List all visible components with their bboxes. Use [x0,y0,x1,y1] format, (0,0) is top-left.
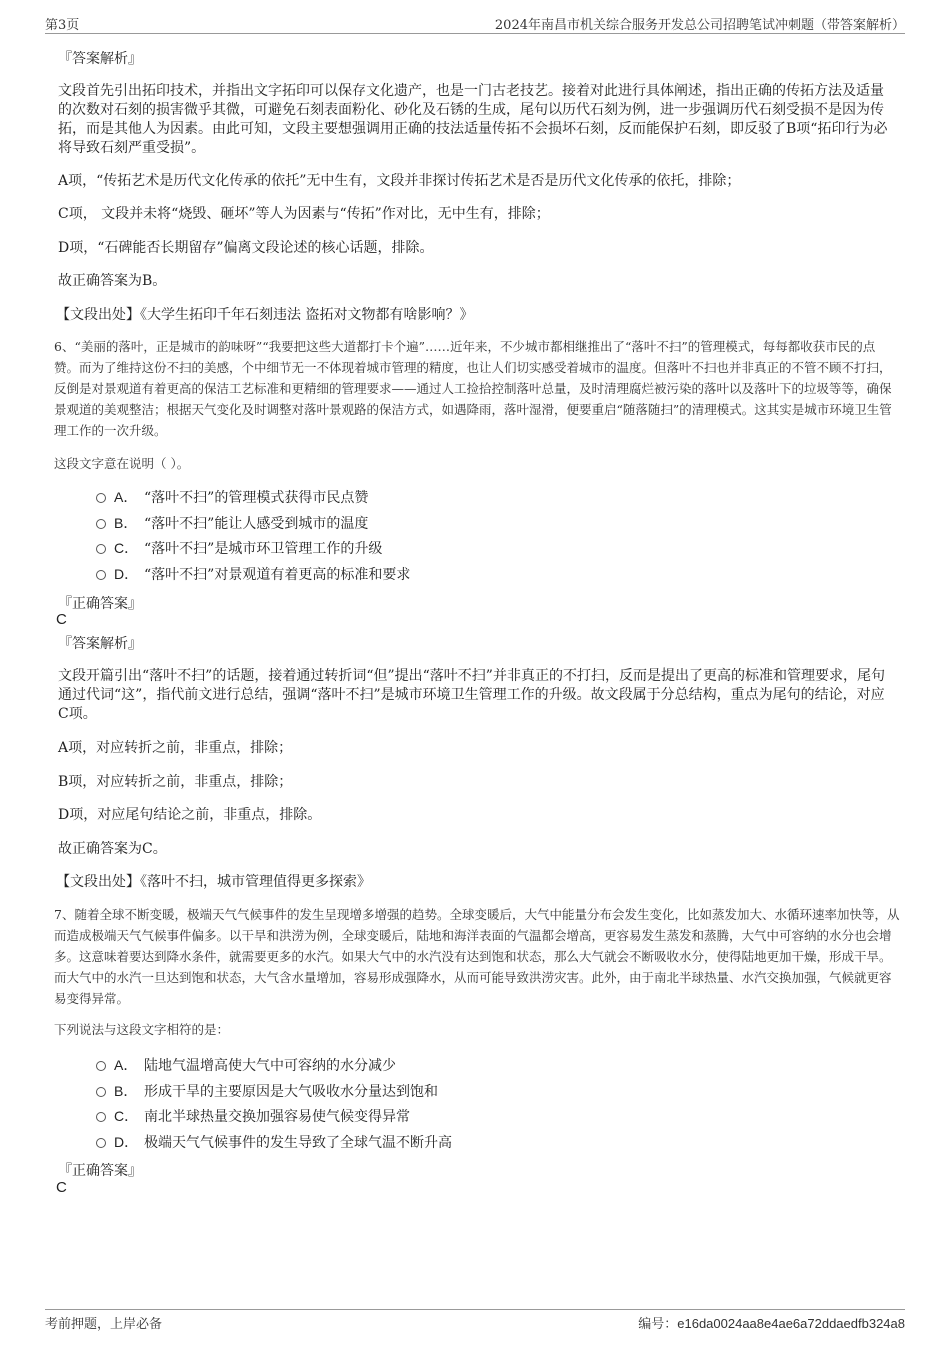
q6-point-d: D项，对应尾句结论之前，非重点，排除。 [58,807,322,823]
radio-icon[interactable] [96,544,106,554]
q7-correct-label: 『正确答案』 [58,1163,142,1179]
q6-analysis-label: 『答案解析』 [58,636,142,652]
document-title: 2024年南昌市机关综合服务开发总公司招聘笔试冲刺题（带答案解析） [494,18,905,33]
option-text: “落叶不扫”对景观道有着更高的标准和要求 [144,567,411,583]
footer-slogan: 考前押题，上岸必备 [45,1317,163,1332]
option-letter: C． [114,540,139,556]
option-letter: D． [114,566,139,582]
q5-analysis-label: 『答案解析』 [58,51,142,67]
option-letter: C． [114,1108,139,1124]
page-header [45,14,905,34]
q6-correct-answer: C [56,611,67,628]
option-letter: B． [114,515,138,531]
option-letter: B． [114,1083,138,1099]
q6-option-d[interactable] [0,563,950,585]
q6-stem: 6、“美丽的落叶，正是城市的韵味呀”“我要把这些大道都打卡个遍”……近年来，不少城市都相继推出了“落叶不扫”的管理模式，每每都收获市民的点赞。而为了维持这份不扫的美感，个中细节无一不体现着城市管理的精度，也让人们切实感受着城市的温度。但落叶不扫也并非真正的不管不顾不打扫，反倒是对景观道有着更高的保洁工艺标准和更精细的管理要求——通过人工捡拾控制落叶总量，及时清理腐烂被污染的落叶以及落叶下的垃圾等等，确保景观道的美观整洁；根据天气变化及时调整对落叶景观路的保洁方式，如遇降雨，落叶湿滑，便要重启“随落随扫”的清理模式。这其实是城市环境卫生管理工作的一次升级。 [54,339,892,438]
page-number: 第3页 [45,18,80,33]
option-text: 南北半球热量交换加强容易使气候变得异常 [144,1109,410,1125]
footer-divider [45,1309,905,1310]
q5-conclusion: 故正确答案为B。 [58,273,167,289]
footer-code [638,1313,905,1332]
option-letter: A． [114,1057,138,1073]
option-text: 形成干旱的主要原因是大气吸收水分量达到饱和 [144,1084,438,1100]
q7-stem: 7、随着全球不断变暖，极端天气气候事件的发生呈现增多增强的趋势。全球变暖后，大气中能量分布会发生变化，比如蒸发加大、水循环速率加快等，从而造成极端天气气候事件偏多。以干旱和洪涝为例，全球变暖后，陆地和海洋表面的气温都会增高，更容易发生蒸发和蒸腾，大气中可容纳的水分也会增多。这意味着要达到降水条件，就需要更多的水汽。如果大气中的水汽没有达到饱和状态，那么大气就会不断吸收水分，使得陆地更加干燥，形成干旱。而大气中的水汽一旦达到饱和状态，大气含水量增加，容易形成强降水，从而可能导致洪涝灾害。此外，由于南北半球热量、水汽交换加强，气候就更容易变得异常。 [54,907,900,1006]
radio-icon[interactable] [96,1112,106,1122]
radio-icon[interactable] [96,1061,106,1071]
q7-option-b[interactable] [0,1080,950,1102]
radio-icon[interactable] [96,570,106,580]
option-letter: A． [114,489,138,505]
option-text: “落叶不扫”的管理模式获得市民点赞 [144,490,369,506]
radio-icon[interactable] [96,493,106,503]
q6-analysis-paragraph: 文段开篇引出“落叶不扫”的话题，接着通过转折词“但”提出“落叶不扫”并非真正的不打扫，反而是提出了更高的标准和管理要求，尾句通过代词“这”，指代前文进行总结，强调“落叶不扫”是城市环境卫生管理工作的升级。故文段属于分总结构，重点为尾句的结论，对应C项。 [58,668,885,722]
q6-conclusion: 故正确答案为C。 [58,841,167,857]
q7-ask: 下列说法与这段文字相符的是： [54,1022,230,1037]
footer-code-label: 编号： [638,1317,678,1332]
q6-option-b[interactable] [0,512,950,534]
q6-correct-label: 『正确答案』 [58,596,142,612]
radio-icon[interactable] [96,1087,106,1097]
radio-icon[interactable] [96,519,106,529]
q5-source: 【文段出处】《大学生拓印千年石刻违法 盗拓对文物都有啥影响？》 [56,307,474,323]
header-divider [45,33,905,34]
option-text: “落叶不扫”能让人感受到城市的温度 [144,516,369,532]
q7-option-c[interactable] [0,1105,950,1127]
option-text: “落叶不扫”是城市环卫管理工作的升级 [144,541,383,557]
q6-option-c[interactable] [0,537,950,559]
q6-point-b: B项，对应转折之前，非重点，排除； [58,774,293,790]
q6-ask: 这段文字意在说明（ ）。 [54,456,190,471]
footer-code-value: e16da0024aa8e4ae6a72ddaedfb324a8 [677,1316,905,1331]
q5-analysis-paragraph: 文段首先引出拓印技术，并指出文字拓印可以保存文化遗产，也是一门古老技艺。接着对此进行具体阐述，指出正确的传拓方法及适量的次数对石刻的损害微乎其微，可避免石刻表面粉化、砂化及石锈的生成，尾句以历代石刻为例，进一步强调历代石刻受损不是因为传拓，而是其他人为因素。由此可知，文段主要想强调用正确的技法适量传拓不会损坏石刻，反而能保护石刻，即反驳了B项“拓印行为必将导致石刻严重受损”。 [58,83,888,156]
radio-icon[interactable] [96,1138,106,1148]
option-text: 陆地气温增高使大气中可容纳的水分减少 [144,1058,396,1074]
option-text: 极端天气气候事件的发生导致了全球气温不断升高 [144,1135,452,1151]
option-letter: D． [114,1134,139,1150]
q7-correct-answer: C [56,1179,67,1196]
q5-point-d: D项，“石碑能否长期留存”偏离文段论述的核心话题，排除。 [58,240,434,256]
q5-point-c: C项， 文段并未将“烧毁、砸坏”等人为因素与“传拓”作对比，无中生有，排除； [58,206,550,222]
q7-option-a[interactable] [0,1054,950,1076]
q6-point-a: A项，对应转折之前，非重点，排除； [58,740,293,756]
q6-source: 【文段出处】《落叶不扫，城市管理值得更多探索》 [56,874,371,890]
q5-point-a: A项，“传拓艺术是历代文化传承的依托”无中生有，文段并非探讨传拓艺术是否是历代文化传承的依托，排除； [58,173,741,189]
q7-option-d[interactable] [0,1131,950,1153]
q6-option-a[interactable] [0,486,950,508]
